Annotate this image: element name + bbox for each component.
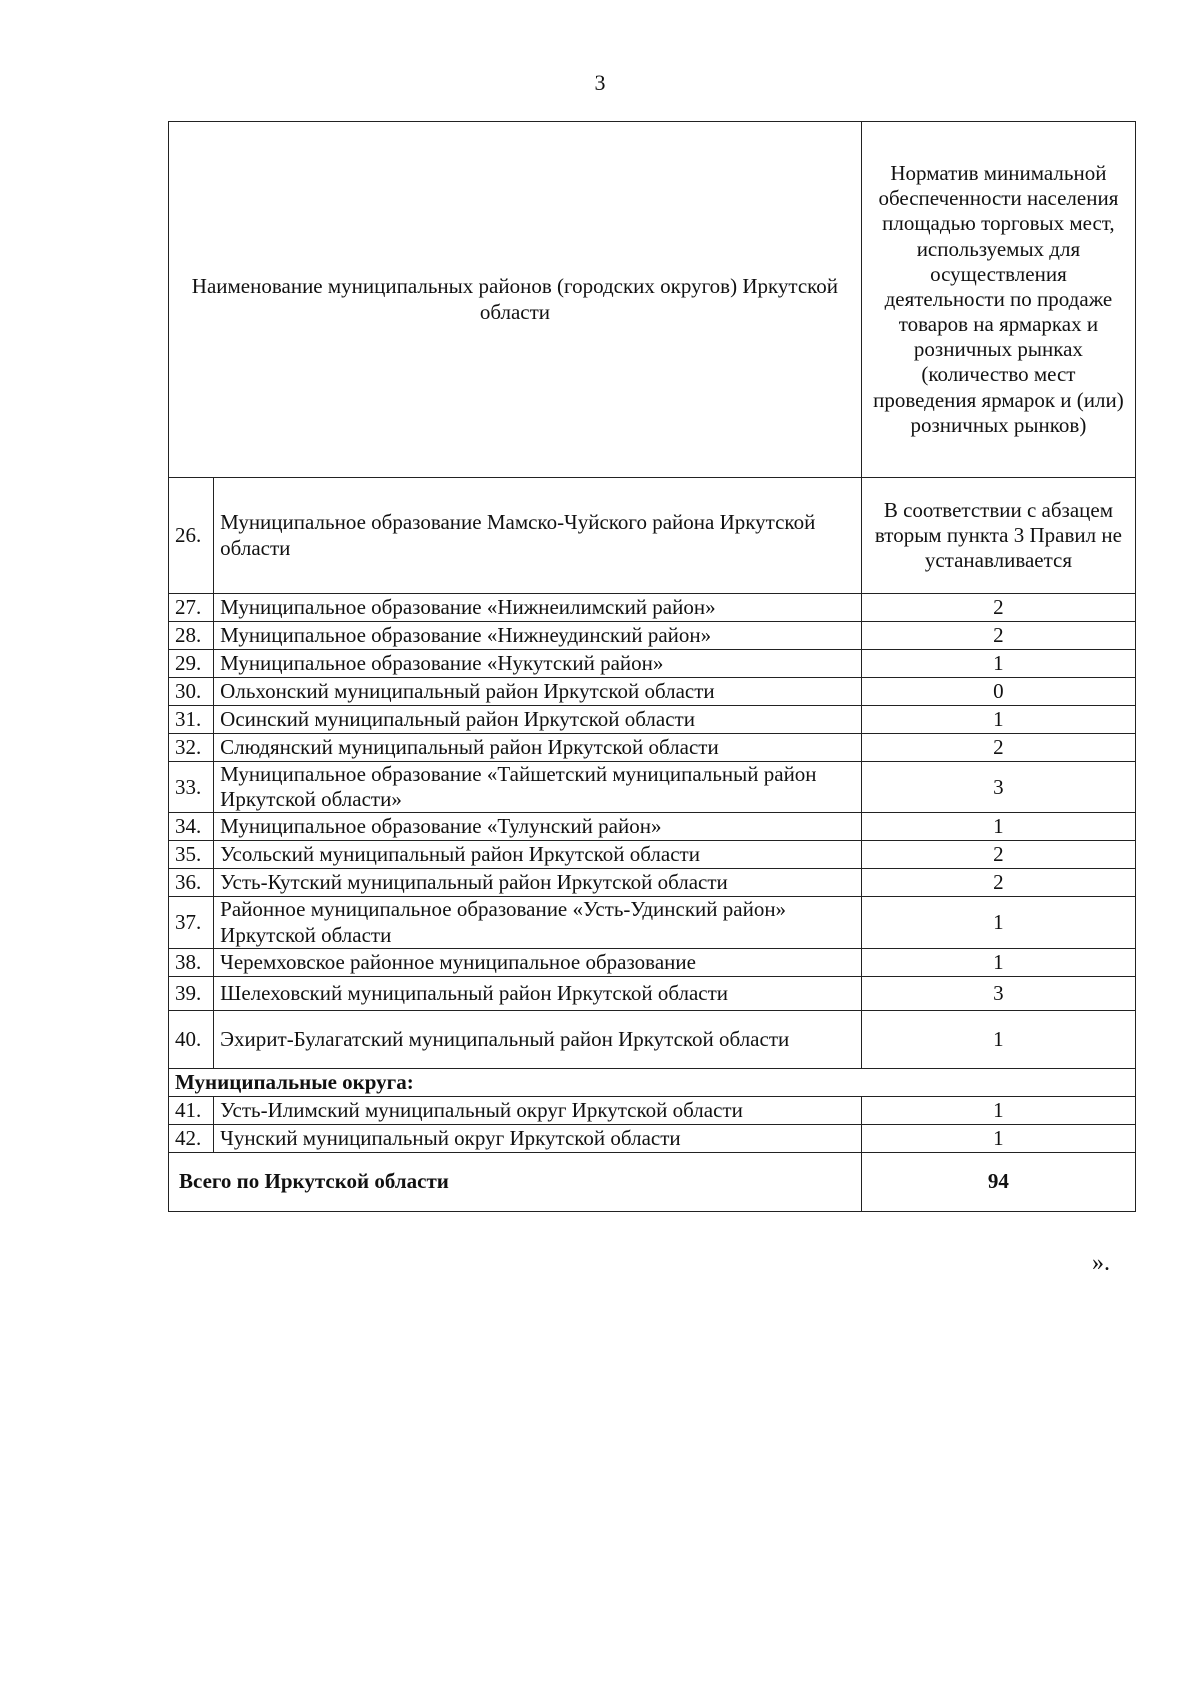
table-row <box>169 734 1136 762</box>
row-number: 38. <box>169 948 214 976</box>
row-name: Муниципальное образование «Нукутский район» <box>214 650 862 678</box>
table-row <box>169 1010 1136 1068</box>
row-number: 36. <box>169 869 214 897</box>
row-value: 1 <box>861 813 1135 841</box>
table-row <box>169 706 1136 734</box>
row-value: 1 <box>861 1010 1135 1068</box>
row-name: Муниципальное образование «Тулунский район» <box>214 813 862 841</box>
header-name-cell: Наименование муниципальных районов (городских округов) Иркутской области <box>169 122 862 478</box>
row-value: 1 <box>861 897 1135 948</box>
table-row <box>169 869 1136 897</box>
row-number: 40. <box>169 1010 214 1068</box>
row-name: Районное муниципальное образование «Усть-Удинский район» Иркутской области <box>214 897 862 948</box>
closing-quote-mark: ». <box>1092 1250 1110 1276</box>
row-name: Усольский муниципальный район Иркутской области <box>214 841 862 869</box>
table-row <box>169 813 1136 841</box>
page-number: 3 <box>594 70 606 95</box>
group-heading: Муниципальные округа: <box>169 1068 1136 1096</box>
row-number: 29. <box>169 650 214 678</box>
row-value: 1 <box>861 1124 1135 1152</box>
table-row <box>169 762 1136 813</box>
row-value: 0 <box>861 678 1135 706</box>
row-value: 2 <box>861 622 1135 650</box>
row-number: 33. <box>169 762 214 813</box>
row-value: 1 <box>861 948 1135 976</box>
row-name: Усть-Кутский муниципальный район Иркутской области <box>214 869 862 897</box>
row-number: 42. <box>169 1124 214 1152</box>
row-number: 26. <box>169 478 214 594</box>
row-value: 2 <box>861 594 1135 622</box>
table-row <box>169 478 1136 594</box>
table-row <box>169 1124 1136 1152</box>
table-row <box>169 841 1136 869</box>
table-row <box>169 948 1136 976</box>
table-row <box>169 594 1136 622</box>
row-value: 1 <box>861 1096 1135 1124</box>
table-row <box>169 650 1136 678</box>
row-value: 1 <box>861 650 1135 678</box>
row-value: 3 <box>861 976 1135 1010</box>
row-name: Слюдянский муниципальный район Иркутской области <box>214 734 862 762</box>
row-value: 2 <box>861 734 1135 762</box>
row-number: 34. <box>169 813 214 841</box>
row-number: 31. <box>169 706 214 734</box>
row-number: 39. <box>169 976 214 1010</box>
row-name: Чунский муниципальный округ Иркутской области <box>214 1124 862 1152</box>
table-row <box>169 622 1136 650</box>
row-number: 41. <box>169 1096 214 1124</box>
row-number: 32. <box>169 734 214 762</box>
row-name: Усть-Илимский муниципальный округ Иркутской области <box>214 1096 862 1124</box>
row-number: 37. <box>169 897 214 948</box>
total-value: 94 <box>861 1152 1135 1211</box>
table-header-row <box>169 122 1136 478</box>
row-name: Эхирит-Булагатский муниципальный район Иркутской области <box>214 1010 862 1068</box>
row-name: Муниципальное образование Мамско-Чуйского района Иркутской области <box>214 478 862 594</box>
row-number: 35. <box>169 841 214 869</box>
row-name: Муниципальное образование «Нижнеилимский район» <box>214 594 862 622</box>
row-value: 3 <box>861 762 1135 813</box>
total-label: Всего по Иркутской области <box>169 1152 862 1211</box>
row-value: 2 <box>861 869 1135 897</box>
group-heading-row <box>169 1068 1136 1096</box>
table-row <box>169 678 1136 706</box>
row-value: В соответствии с абзацем вторым пункта 3 Правил не устанавливается <box>861 478 1135 594</box>
norms-table <box>168 121 1136 1212</box>
row-name: Черемховское районное муниципальное образование <box>214 948 862 976</box>
row-value: 2 <box>861 841 1135 869</box>
row-name: Осинский муниципальный район Иркутской области <box>214 706 862 734</box>
total-row <box>169 1152 1136 1211</box>
table-row <box>169 897 1136 948</box>
row-number: 27. <box>169 594 214 622</box>
row-name: Шелеховский муниципальный район Иркутской области <box>214 976 862 1010</box>
table-row <box>169 1096 1136 1124</box>
header-value-cell: Норматив минимальной обеспеченности населения площадью торговых мест, используемых для осуществления деятельности по продаже товаров на ярмарках и розничных рынках (количество мест проведения ярмарок и (или) розничных рынков) <box>861 122 1135 478</box>
table-row <box>169 976 1136 1010</box>
row-name: Муниципальное образование «Нижнеудинский район» <box>214 622 862 650</box>
row-number: 30. <box>169 678 214 706</box>
row-name: Ольхонский муниципальный район Иркутской области <box>214 678 862 706</box>
row-number: 28. <box>169 622 214 650</box>
row-name: Муниципальное образование «Тайшетский муниципальный район Иркутской области» <box>214 762 862 813</box>
row-value: 1 <box>861 706 1135 734</box>
